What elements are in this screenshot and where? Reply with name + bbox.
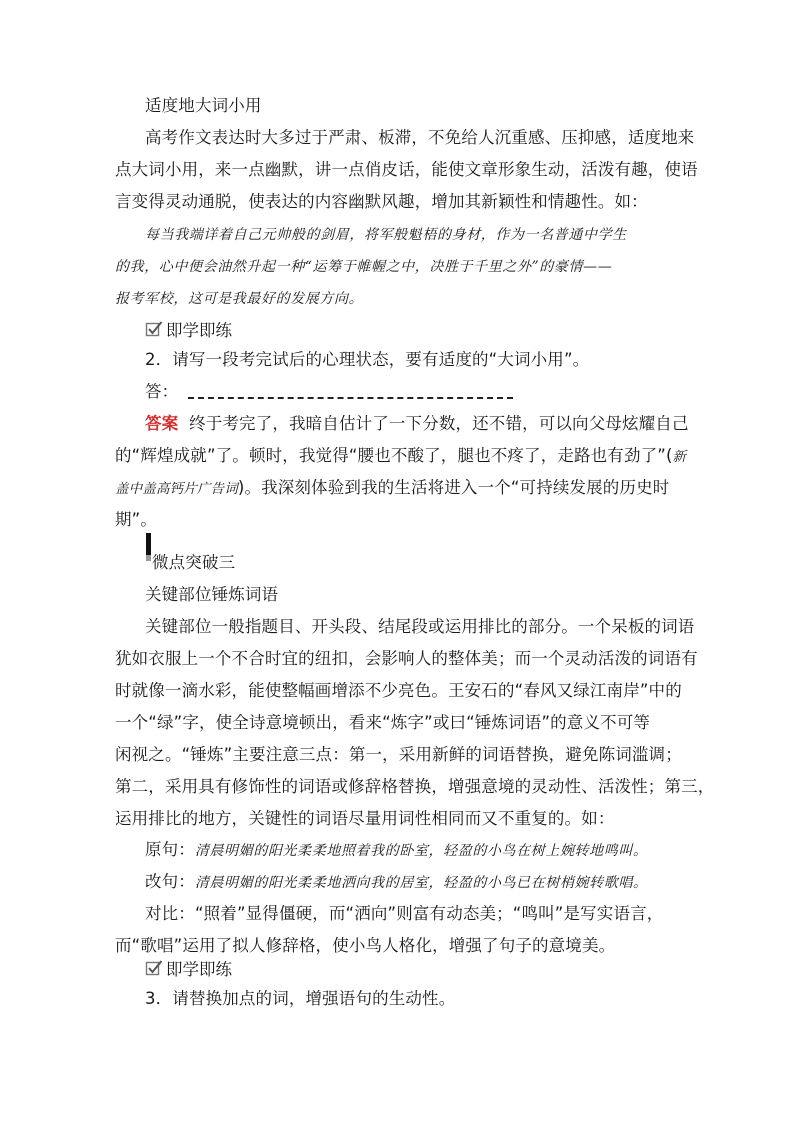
checkbox-check-icon [145,959,163,977]
paragraph-line: 闲视之。“锤炼”主要注意三点：第一，采用新鲜的词语替换，避免陈词滥调； [115,745,682,764]
comparison-line: 对比：“照着”显得僵硬，而“洒向”则富有动态美；“鸣叫”是写实语言， [145,904,664,923]
section-heading: 关键部位锤炼词语 [145,585,279,604]
example-line: 报考军校，这可是我最好的发展方向。 [115,291,364,307]
revised-label: 改句： [145,872,195,891]
answer-text: )。我深刻体验到我的生活将进入一个“可持续发展的历史时 [237,478,670,497]
answer-prefix: 答： [145,382,179,401]
paragraph-line: 高考作文表达时大多过于严肃、板滞，不免给人沉重感、压抑感，适度地来 [145,128,695,147]
paragraph-line: 第二，采用具有修饰性的词语或修辞格替换，增强意境的灵动性、活泼性；第三， [115,777,715,796]
paragraph-line: 言变得灵动通脱，使表达的内容幽默风趣，增加其新颖性和情趣性。如： [115,192,648,211]
practice-label: 即学即练 [166,960,232,979]
answer-note: 新 [672,449,687,465]
paragraph-line: 时就像一滴水彩，能使整幅画增添不少亮色。王安石的“春风又绿江南岸”中的 [115,681,682,700]
answer-blank[interactable] [188,387,513,399]
answer-text: 终于考完了，我暗自估计了一下分数，还不错，可以向父母炫耀自己 [189,414,689,433]
revised-text: 清晨明媚的阳光柔柔地洒向我的居室，轻盈的小鸟已在树梢婉转歌唱。 [194,875,648,891]
practice-label: 即学即练 [166,321,232,340]
paragraph-line: 一个“绿”字，使全诗意境顿出，看来“炼字”或曰“锤炼词语”的意义不可等 [115,713,651,732]
practice-header [145,318,232,340]
example-line: 的我，心中便会油然升起一种“运筹于帷幄之中，决胜于千里之外”的豪情—— [115,259,613,275]
answer-text: 的“辉煌成就”了。顿时，我觉得“腰也不酸了，腿也不疼了，走路也有劲了”( [115,446,673,465]
answer-line [145,414,715,434]
section-marker [146,533,151,555]
answer-tag: 答案 [145,414,179,433]
section-marker [146,555,151,561]
paragraph-line: 运用排比的地方，关键性的词语尽量用词性相同而又不重复的。如： [115,809,615,828]
original-label: 原句： [145,840,195,859]
question-text: 3．请替换加点的词，增强语句的生动性。 [145,989,456,1008]
comparison-line: 而“歌唱”运用了拟人修辞格，使小鸟人格化，增强了句子的意境美。 [115,936,616,955]
paragraph-line: 关键部位一般指题目、开头段、结尾段或运用排比的部分。一个呆板的词语 [145,617,695,636]
original-sentence [145,840,715,861]
answer-note: 盖中盖高钙片广告词 [115,481,238,497]
example-line: 每当我端详着自己元帅般的剑眉，将军般魁梧的身材，作为一名普通中学生 [145,227,627,243]
practice-header [145,957,232,979]
paragraph-line: 犹如衣服上一个不合时宜的纽扣，会影响人的整体美；而一个灵动活泼的词语有 [115,649,698,668]
revised-sentence [145,872,715,893]
original-text: 清晨明媚的阳光柔柔地照着我的卧室，轻盈的小鸟在树上婉转地鸣叫。 [194,843,648,859]
checkbox-check-icon [145,320,163,338]
paragraph-line: 点大词小用，来一点幽默，讲一点俏皮话，能使文章形象生动，活泼有趣，使语 [115,160,698,179]
answer-prompt [145,382,715,402]
answer-line [115,478,685,499]
question-text: 2．请写一段考完试后的心理状态，要有适度的“大词小用”。 [145,350,590,369]
answer-line: 期”。 [115,510,157,529]
section-title: 微点突破三 [152,553,236,572]
section-heading: 适度地大词小用 [145,96,262,115]
answer-line [115,446,685,467]
